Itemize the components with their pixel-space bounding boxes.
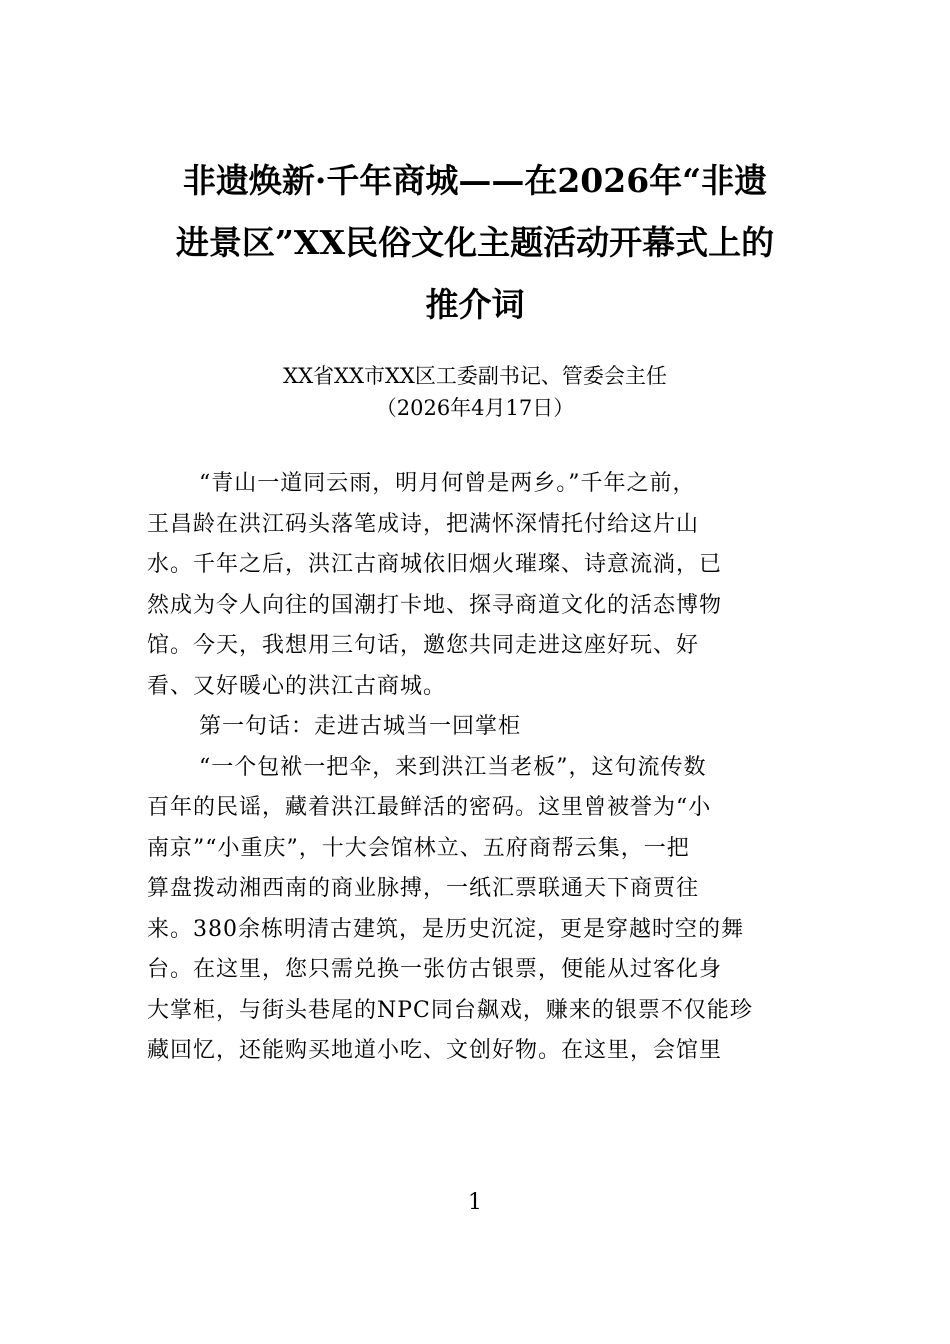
author-position: XX省XX市XX区工委副书记、管委会主任 <box>283 364 667 388</box>
body-line: 大掌柜，与街头巷尾的NPC同台飙戏，赚来的银票不仅能珍 <box>147 997 753 1023</box>
author-block <box>140 360 810 424</box>
body-line: 算盘拨动湘西南的商业脉搏，一纸汇票联通天下商贾往 <box>147 876 700 901</box>
body-line: 藏回忆，还能购买地道小吃、文创好物。在这里，会馆里 <box>147 1038 723 1063</box>
body-line: 台。在这里，您只需兑换一张仿古银票，便能从过客化身 <box>147 957 723 982</box>
body-line: 南京”“小重庆”，十大会馆林立、五府商帮云集，一把 <box>147 835 690 861</box>
body-line: 馆。今天，我想用三句话，邀您共同走进这座好玩、好 <box>147 633 700 658</box>
document-title <box>140 150 810 336</box>
title-line: 非遗焕新·千年商城——在2026年“非遗 <box>182 161 768 200</box>
title-line: 推介词 <box>425 285 525 324</box>
document-body <box>147 464 807 1072</box>
body-line: 水。千年之后，洪江古商城依旧烟火璀璨、诗意流淌，已 <box>147 552 723 577</box>
section-heading: 第一句话：走进古城当一回掌柜 <box>199 714 522 739</box>
body-line: 然成为令人向往的国潮打卡地、探寻商道文化的活态博物 <box>147 592 723 618</box>
body-line: 看、又好暖心的洪江古商城。 <box>147 673 447 699</box>
body-line: “青山一道同云雨，明月何曾是两乡。”千年之前， <box>199 471 696 496</box>
body-line: 来。380余栋明清古建筑，是历史沉淀，更是穿越时空的舞 <box>147 916 744 942</box>
page-number: 1 <box>468 1190 482 1215</box>
title-line: 进景区”XX民俗文化主题活动开幕式上的 <box>175 223 775 262</box>
speech-date: （2026年4月17日） <box>375 396 575 420</box>
body-line: “一个包袱一把伞，来到洪江当老板”，这句流传数 <box>199 754 707 780</box>
body-line: 百年的民谣，藏着洪江最鲜活的密码。这里曾被誉为“小 <box>147 795 712 820</box>
body-line: 王昌龄在洪江码头落笔成诗，把满怀深情托付给这片山 <box>147 511 700 537</box>
